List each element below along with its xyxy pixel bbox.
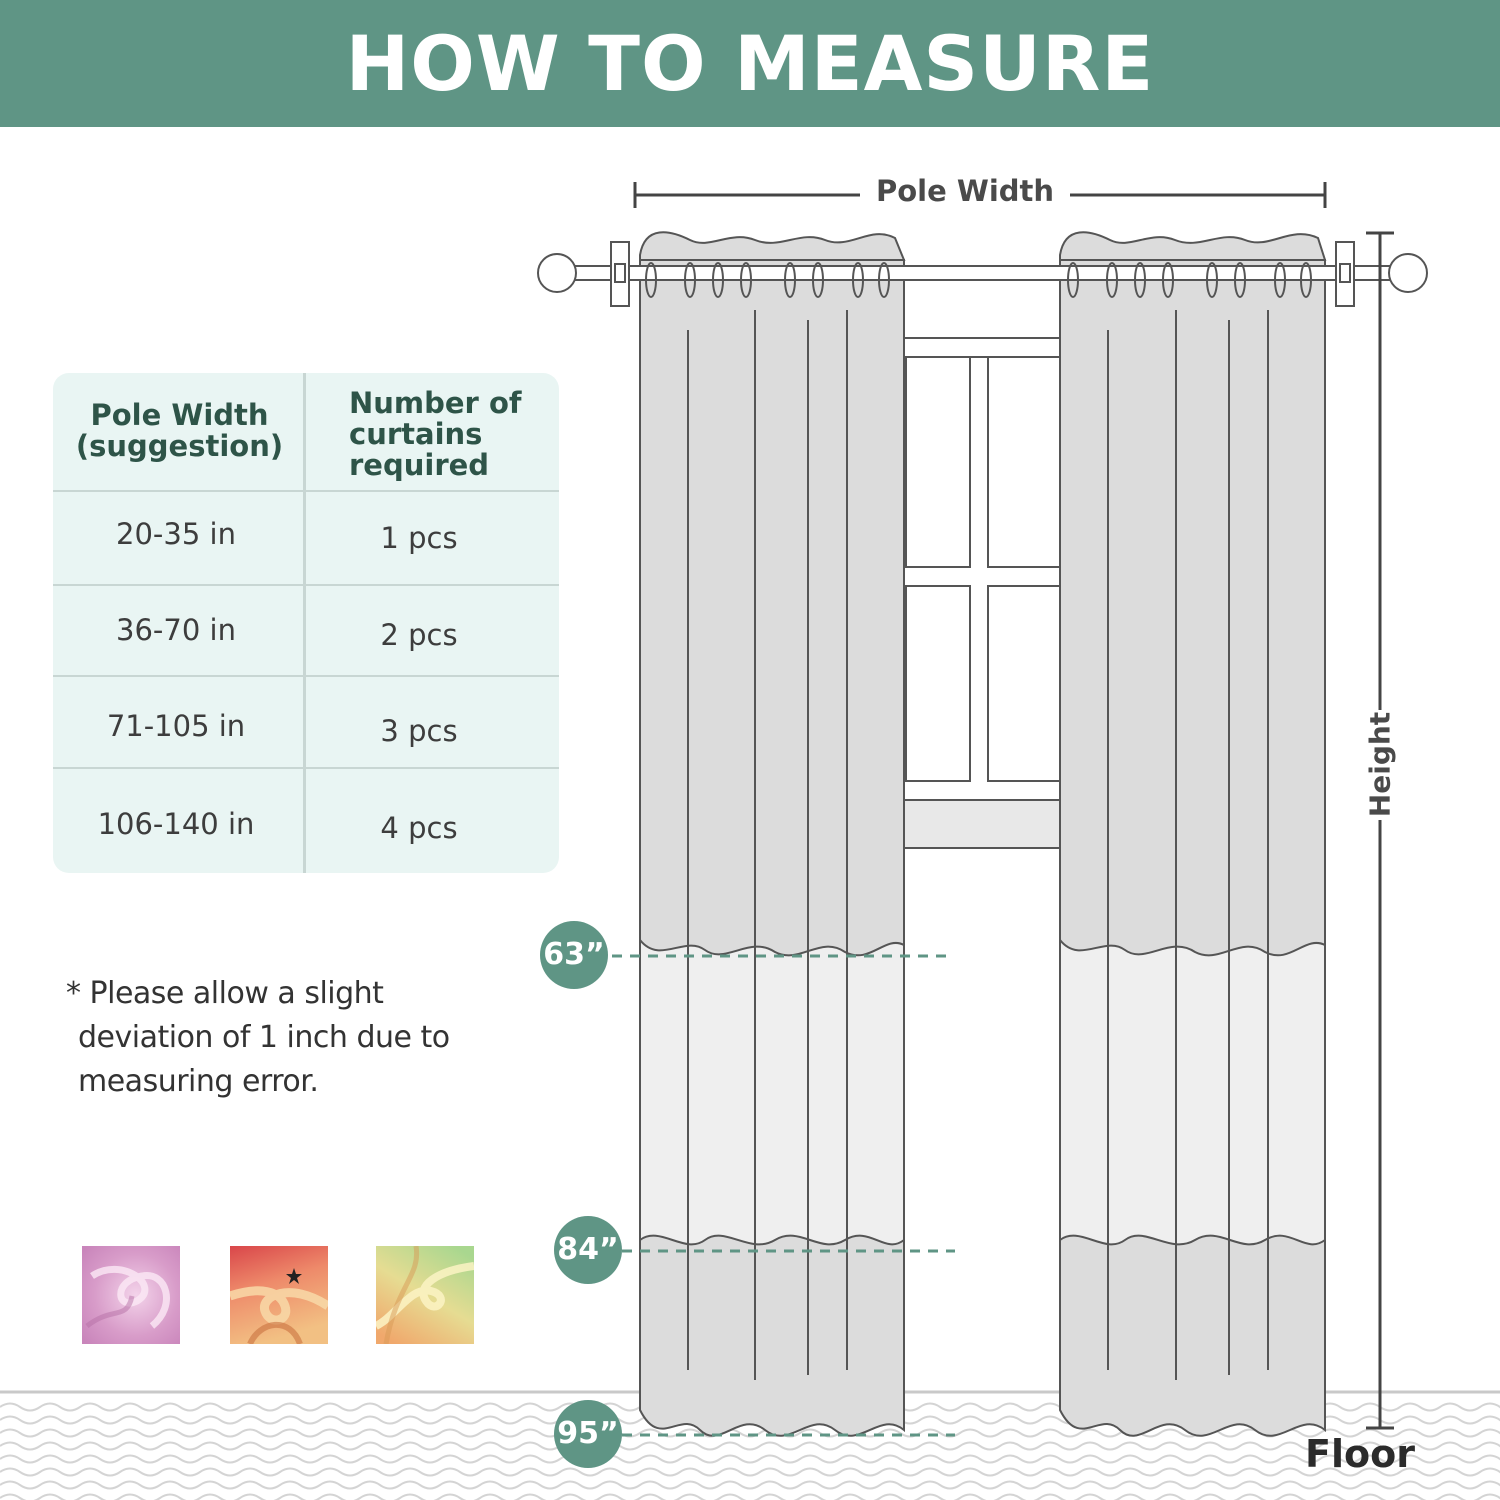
table-cell-pole-width: 36-70 in <box>116 613 236 647</box>
note-line: measuring error. <box>78 1064 319 1099</box>
table-cell-count: 2 pcs <box>380 618 458 652</box>
right-curtain <box>1060 232 1325 1436</box>
table-cell-pole-width: 20-35 in <box>116 517 236 551</box>
left-curtain <box>640 232 904 1436</box>
window-illustration <box>904 338 1062 848</box>
note-line: deviation of 1 inch due to <box>78 1020 450 1055</box>
pole-width-label: Pole Width <box>875 174 1055 208</box>
table-cell-count: 1 pcs <box>380 521 458 555</box>
table-header-curtains-required: Number of curtains required <box>349 386 522 482</box>
page-title: HOW TO MEASURE <box>345 19 1155 108</box>
floor-label: Floor <box>1305 1432 1415 1476</box>
table-header-pole-width: Pole Width (suggestion) <box>75 398 284 463</box>
length-marker-63: 63” <box>540 921 608 989</box>
table-cell-count: 4 pcs <box>380 811 458 845</box>
note-line: * Please allow a slight <box>66 976 384 1011</box>
length-marker-84: 84” <box>554 1216 622 1284</box>
height-label: Height <box>1363 711 1397 818</box>
table-cell-pole-width: 71-105 in <box>106 709 246 743</box>
length-marker-95: 95” <box>554 1400 622 1468</box>
table-cell-count: 3 pcs <box>380 714 458 748</box>
table-cell-pole-width: 106-140 in <box>97 807 255 841</box>
